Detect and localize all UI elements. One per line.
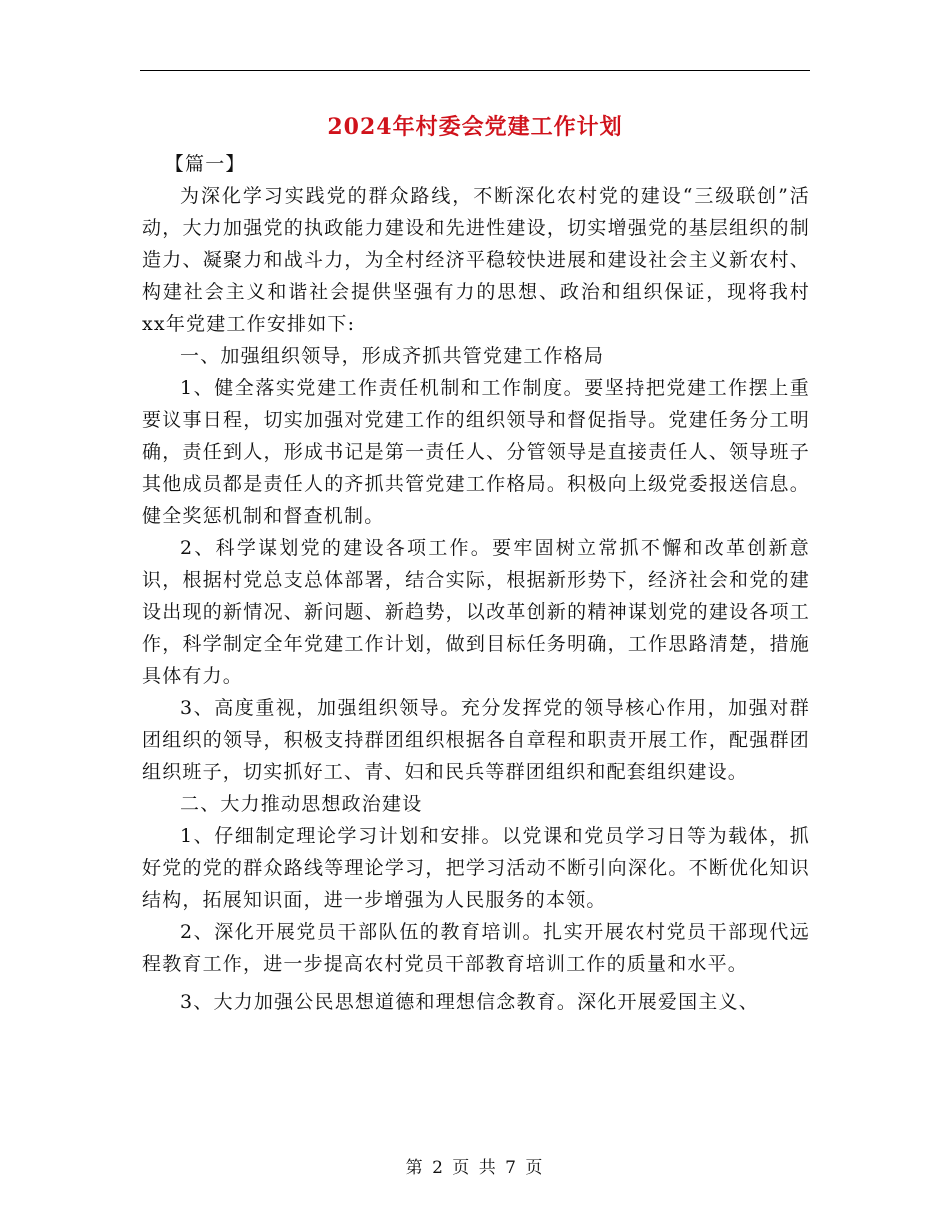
document-title: 2024年村委会党建工作计划 xyxy=(327,114,623,140)
paragraph-1-1: 1、健全落实党建工作责任机制和工作制度。要坚持把党建工作摆上重要议事日程，切实加强对党建工作的组织领导和督促指导。党建任务分工明确，责任到人，形成书记是第一责任人、分管领导是直接责任人、领导班子其他成员都是责任人的齐抓共管党建工作格局。积极向上级党委报送信息。健全奖惩机制和督查机制。 xyxy=(142,377,810,527)
header-rule xyxy=(140,70,810,71)
paragraph-1-3: 3、高度重视，加强组织领导。充分发挥党的领导核心作用，加强对群团组织的领导，积极支持群团组织根据各自章程和职责开展工作，配强群团组织班子，切实抓好工、青、妇和民兵等群团组织和配套组织建设。 xyxy=(142,697,810,783)
section-heading-2: 二、大力推动思想政治建设 xyxy=(180,793,423,815)
paragraph-1-2: 2、科学谋划党的建设各项工作。要牢固树立常抓不懈和改革创新意识，根据村党总支总体部署，结合实际，根据新形势下，经济社会和党的建设出现的新情况、新问题、新趋势，以改革创新的精神谋划党的建设各项工作，科学制定全年党建工作计划，做到目标任务明确，工作思路清楚，措施具体有力。 xyxy=(142,537,810,687)
section-tag: 【篇一】 xyxy=(164,153,246,175)
document-body xyxy=(142,148,810,1018)
paragraph-2-1: 1、仔细制定理论学习计划和安排。以党课和党员学习日等为载体，抓好党的党的群众路线等理论学习，把学习活动不断引向深化。不断优化知识结构，拓展知识面，进一步增强为人民服务的本领。 xyxy=(142,825,810,911)
paragraph-2-3: 3、大力加强公民思想道德和理想信念教育。深化开展爱国主义、 xyxy=(180,991,759,1013)
paragraph-2-2: 2、深化开展党员干部队伍的教育培训。扎实开展农村党员干部现代远程教育工作，进一步提高农村党员干部教育培训工作的质量和水平。 xyxy=(142,921,810,975)
page-number: 第 2 页 共 7 页 xyxy=(405,1158,545,1178)
section-heading-1: 一、加强组织领导，形成齐抓共管党建工作格局 xyxy=(180,345,605,367)
intro-paragraph: 为深化学习实践党的群众路线，不断深化农村党的建设“三级联创”活动，大力加强党的执政能力建设和先进性建设，切实增强党的基层组织的制造力、凝聚力和战斗力，为全村经济平稳较快进展和建设社会主义新农村、构建社会主义和谐社会提供坚强有力的思想、政治和组织保证，现将我村xx年党建工作安排如下: xyxy=(142,185,810,335)
